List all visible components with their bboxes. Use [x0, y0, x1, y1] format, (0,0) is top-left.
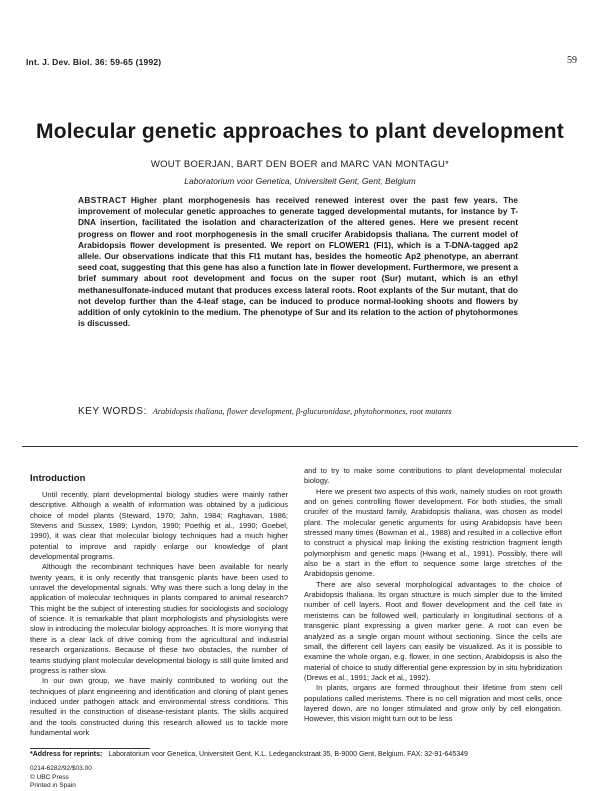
abstract-text: Higher plant morphogenesis has received renewed interest over the past few years. The improvement of molecular genetic approaches to generate tagged developmental mutants, for instance by T-DNA insertion, facilitated the isolation and characterization of the altered genes. Here we present recent progress on flower and root morphogenesis in the small crucifer Arabidopsis thaliana. The current model of Arabidopsis flower development is presented. We report on FLOWER1 (Fl1), which is a T-DNA-tagged ap2 allele. Our observations indicate that this Fl1 mutant has, besides the homeotic Ap2 phenotype, an aberrant seed coat, suggesting that this gene has also a function late in flower development. Furthermore, we present a brief summary about root development and focus on the super root (Sur) mutant, which is an ethyl methanesulfonate-induced mutant that produces excess lateral roots. Root explants of the Sur mutant, that do not develop further than the 4-leaf stage, can be induced to produce normal-looking shoots and flowers by addition of only cytokinin to the medium. The phenotype of Sur and its relation to the action of phytohormones is discussed. [78, 195, 518, 329]
footnote-text: Laboratorium voor Genetica, Universiteit Gent, K.L. Ledeganckstraat 35, B-9000 Gent, Belgium. FAX: 32-91-645349 [108, 751, 468, 758]
footnote-divider [30, 748, 150, 749]
abstract [78, 195, 518, 329]
paragraph: Although the recombinant techniques have been available for nearly twenty years, it is only recently that transgenic plants have been used to unravel the developmental signals. Why was there such a long delay in the application of molecular techniques in plants compared to animal research? This might be the subject of interesting studies for sociologists and sociology of science. It is remarkable that plant morphologists and physiologists were slow in introducing the molecular biology approaches. It is more worrying that there is a clear lack of drive coming from the agricultural and industrial research organizations. Because of these two obstacles, the number of teams studying plant molecular developmental biology is still quite limited and progress is rather slow. [30, 562, 288, 675]
keywords-text: Arabidopsis thaliana, flower development, β-glucuronidase, phytohormones, root mutants [152, 407, 452, 416]
paragraph: Until recently, plant developmental biology studies were mainly rather descriptive. Although a wealth of information was obtained by a judicious choice of model plants (Steward, 1970; Jahn, 1984; Raghavan, 1986; Stevens and Sussex, 1989; Lyndon, 1990; Poethig et al., 1990; Goebel, 1990), it was clear that molecular biology techniques had a much higher potential to improve and rapidly enlarge our knowledge of plant developmental programs. [30, 490, 288, 562]
abstract-label: ABSTRACT [78, 195, 127, 205]
footnote-label: *Address for reprints: [30, 751, 103, 758]
publisher: © UBC Press [30, 774, 69, 781]
column-left [30, 490, 288, 738]
paragraph: and to try to make some contributions to plant developmental molecular biology. [304, 466, 562, 486]
journal-citation: Int. J. Dev. Biol. 36: 59-65 (1992) [26, 57, 162, 67]
keywords-label: KEY WORDS: [78, 406, 147, 417]
affiliation: Laboratorium voor Genetica, Universiteit Gent, Gent, Belgium [184, 176, 416, 186]
paragraph: Here we present two aspects of this work, namely studies on root growth and on genes controlling flower development. For both studies, the small crucifer of the mustard family, Arabidopsis thaliana, was chosen as model plant. The molecular genetic arguments for using Arabidopsis have been stressed many times (Bowman et al., 1988) and resulted in a collective effort to construct a physical map linking the existing restriction fragment length polymorphism and genetic maps (Hwang et al., 1991). Possibly, there will also be a start in the effort to sequence some large stretches of the Arabidopsis genome. [304, 486, 562, 579]
paragraph: There are also several morphological advantages to the choice of Arabidopsis thaliana. Its organ structure is much simpler due to the limited number of cell layers. Root and flower development and the cell fate in meristems can be followed well, particularly in longitudinal sections of a transgenic plant expressing a given marker gene. A root can even be analyzed as a single organ mount without sectioning. Since the cells are small, the different cell layers can easily be visualized. As it is possible to examine the whole organ, e.g. flower, in one section, Arabidopsis is also the material of choice to study differential gene expression by in situ hybridization (Drews et al., 1991; Jack et al., 1992). [304, 579, 562, 682]
keywords [78, 406, 518, 417]
column-right [304, 466, 562, 725]
paragraph: In plants, organs are formed throughout their lifetime from stem cell populations called meristems. There is no cell migration and most cells, once layered down, are no longer stimulated and grow only by cell elongation. However, this vision might turn out to be less [304, 683, 562, 724]
article-title: Molecular genetic approaches to plant development [36, 120, 564, 143]
printed-in: Printed in Spain [30, 782, 76, 789]
section-heading: Introduction [30, 473, 86, 484]
section-divider [22, 446, 578, 447]
paragraph: In our own group, we have mainly contributed to working out the techniques of plant engineering and identification and cloning of plant genes induced under pathogen attack and environmental stress conditions. This resulted in the construction of disease-resistant plants. The skills acquired and the tools constructed during this research allowed us to tackle more fundamental work [30, 676, 288, 737]
footnote [30, 751, 468, 758]
page-number: 59 [567, 55, 577, 66]
issn: 0214-6282/92/$03.00 [30, 765, 92, 772]
authors: WOUT BOERJAN, BART DEN BOER and MARC VAN MONTAGU* [150, 159, 450, 170]
